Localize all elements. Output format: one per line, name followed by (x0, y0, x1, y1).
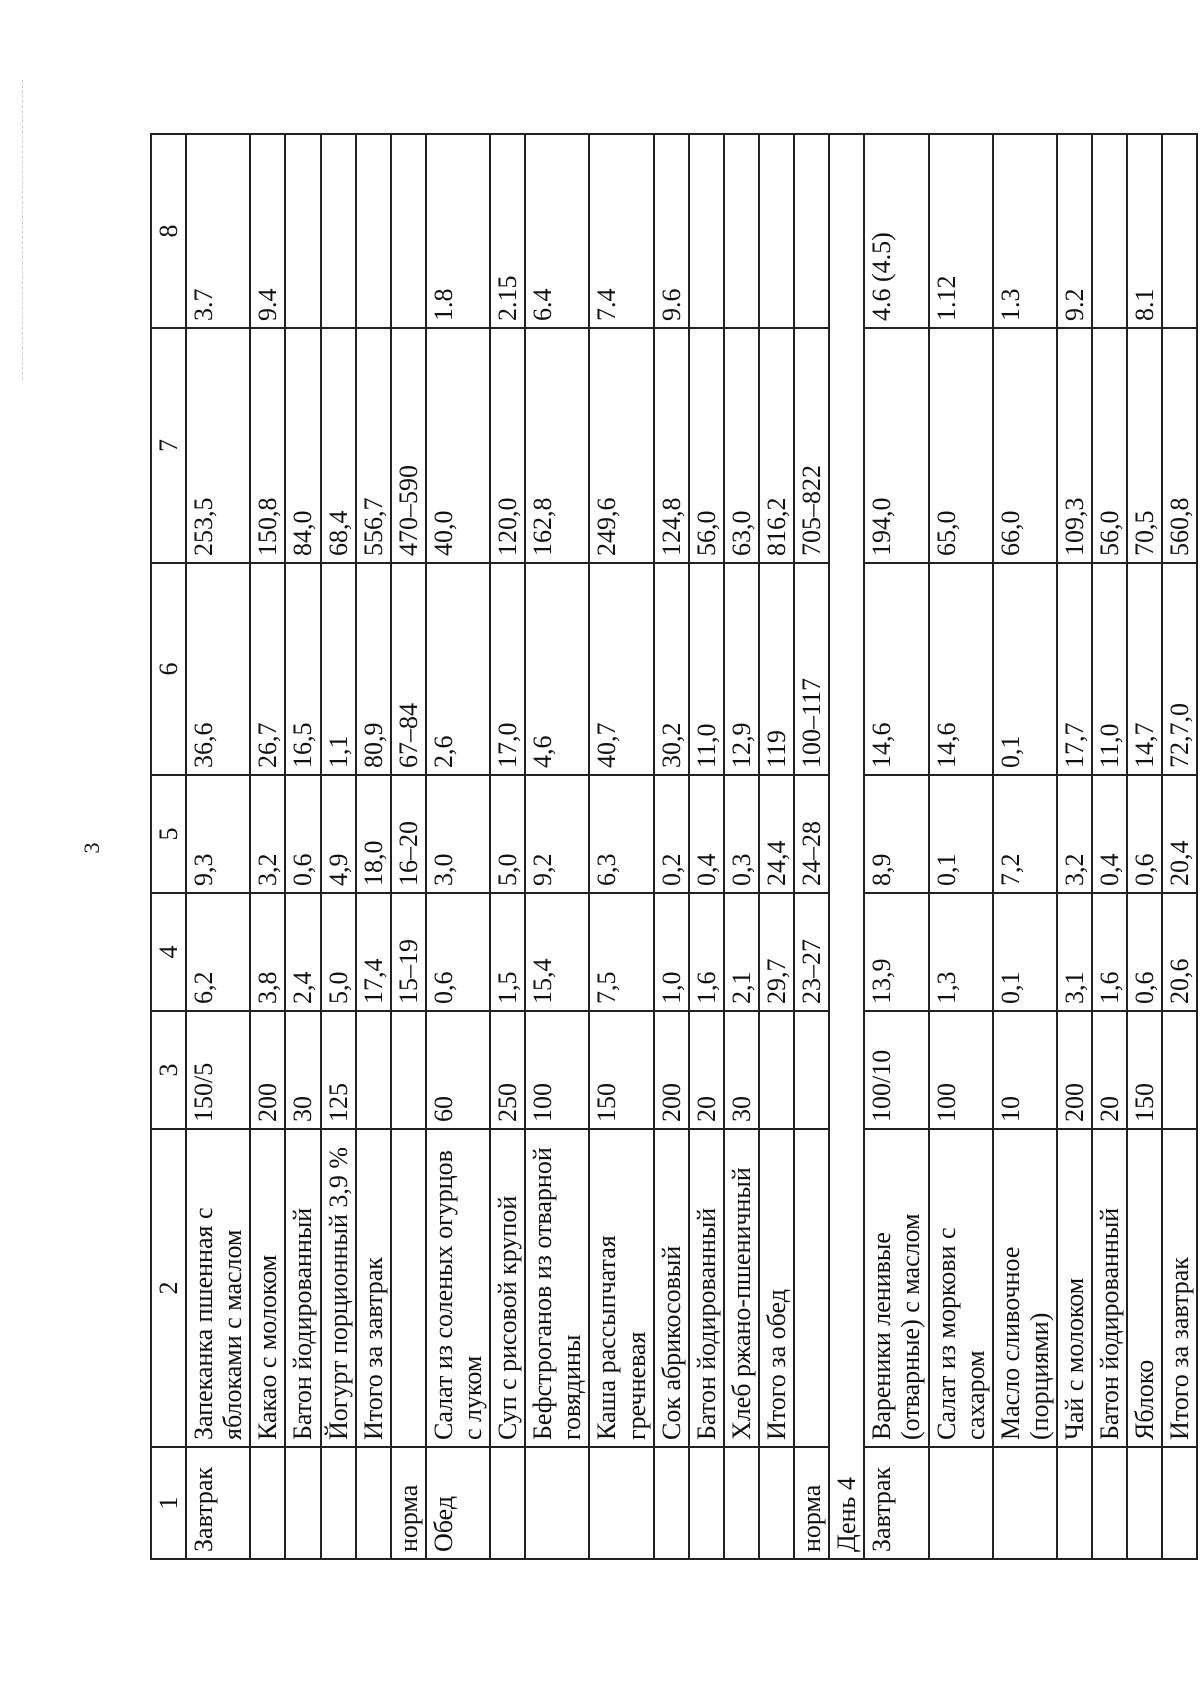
table-cell: 560,8 (1162, 328, 1197, 563)
table-row (285, 134, 320, 1559)
table-cell: 23–27 (794, 893, 829, 1011)
table-row (929, 134, 993, 1559)
table-cell: Сок абрикосовый (654, 1129, 689, 1447)
table-cell: 15,4 (525, 893, 589, 1011)
table-cell: 6,3 (589, 775, 653, 893)
table-cell (1162, 1011, 1197, 1129)
table-cell: 4.6 (4.5) (864, 134, 928, 328)
table-cell: 65,0 (929, 328, 993, 563)
table-cell: 0,6 (1127, 775, 1162, 893)
table-row (589, 134, 653, 1559)
table-row (759, 134, 794, 1559)
table-cell (391, 1129, 426, 1447)
table-cell: 2,6 (426, 563, 490, 775)
table-cell: 200 (654, 1011, 689, 1129)
table-cell: 40,0 (426, 328, 490, 563)
table-cell (794, 1011, 829, 1129)
table-cell: 67–84 (391, 563, 426, 775)
table-cell: 9.6 (654, 134, 689, 328)
table-cell: 11,0 (689, 563, 724, 775)
table-cell: Масло сливочное (порциями) (993, 1129, 1057, 1447)
table-cell: Обед (426, 1447, 490, 1559)
table-cell (391, 134, 426, 328)
table-cell: 9.4 (250, 134, 285, 328)
table-cell: 16,5 (285, 563, 320, 775)
table-cell (929, 1447, 993, 1559)
header-cell: 5 (151, 775, 186, 893)
table-cell: Итого за завтрак (1162, 1129, 1197, 1447)
table-cell (1092, 134, 1127, 328)
table-cell: 150 (1127, 1011, 1162, 1129)
table-cell: 26,7 (250, 563, 285, 775)
table-cell: 17,4 (356, 893, 391, 1011)
table-cell (490, 1447, 525, 1559)
header-cell: 4 (151, 893, 186, 1011)
table-cell: 6,2 (186, 893, 250, 1011)
table-cell: 3,2 (250, 775, 285, 893)
table-cell: 5,0 (321, 893, 356, 1011)
table-row (426, 134, 490, 1559)
table-cell: 109,3 (1057, 328, 1092, 563)
table-row (1162, 134, 1197, 1559)
table-cell (794, 134, 829, 328)
table-cell: 12,9 (724, 563, 759, 775)
table-cell: 11,0 (1092, 563, 1127, 775)
table-cell: Вареники ленивые (отварные) с маслом (864, 1129, 928, 1447)
table-cell: 150,8 (250, 328, 285, 563)
table-cell: 3,2 (1057, 775, 1092, 893)
table-cell: Завтрак (186, 1447, 250, 1559)
table-cell: 816,2 (759, 328, 794, 563)
table-cell (794, 1129, 829, 1447)
table-cell: 7.4 (589, 134, 653, 328)
menu-nutrition-table (150, 133, 1198, 1560)
table-cell (689, 134, 724, 328)
day-heading-cell: День 4 (829, 134, 864, 1559)
table-cell: 0,6 (426, 893, 490, 1011)
table-cell (589, 1447, 653, 1559)
table-cell: Какао с молоком (250, 1129, 285, 1447)
table-cell: 17,7 (1057, 563, 1092, 775)
table-cell: Суп с рисовой крупой (490, 1129, 525, 1447)
table-row (864, 134, 928, 1559)
table-cell: 9,2 (525, 775, 589, 893)
table-cell (759, 1447, 794, 1559)
table-cell: Салат из моркови с сахаром (929, 1129, 993, 1447)
table-cell: 1,6 (689, 893, 724, 1011)
table-cell: 8,9 (864, 775, 928, 893)
table-cell: 119 (759, 563, 794, 775)
table-cell: 1,5 (490, 893, 525, 1011)
table-body (151, 134, 1197, 1559)
table-cell (654, 1447, 689, 1559)
table-cell: 120,0 (490, 328, 525, 563)
table-cell: 200 (250, 1011, 285, 1129)
table-cell: 66,0 (993, 328, 1057, 563)
table-cell: 1,6 (1092, 893, 1127, 1011)
table-cell (993, 1447, 1057, 1559)
table-cell: Чай с молоком (1057, 1129, 1092, 1447)
table-cell: 14,7 (1127, 563, 1162, 775)
table-cell: 0,1 (929, 775, 993, 893)
table-cell: 100/10 (864, 1011, 928, 1129)
table-cell (724, 1447, 759, 1559)
table-cell: 70,5 (1127, 328, 1162, 563)
table-cell (759, 134, 794, 328)
table-cell (356, 1011, 391, 1129)
table-cell: 84,0 (285, 328, 320, 563)
table-row (391, 134, 426, 1559)
table-cell: 2,4 (285, 893, 320, 1011)
table-cell: 30 (724, 1011, 759, 1129)
table-cell: 60 (426, 1011, 490, 1129)
table-cell: 5,0 (490, 775, 525, 893)
table-cell: 1,1 (321, 563, 356, 775)
table-cell: Итого за завтрак (356, 1129, 391, 1447)
table-cell: 68,4 (321, 328, 356, 563)
table-cell: 16–20 (391, 775, 426, 893)
table-cell: 125 (321, 1011, 356, 1129)
table-cell (1162, 1447, 1197, 1559)
table-cell (391, 1011, 426, 1129)
table-cell: Хлеб ржано-пшеничный (724, 1129, 759, 1447)
table-cell: 7,2 (993, 775, 1057, 893)
table-cell: 0,6 (285, 775, 320, 893)
table-cell: 0,3 (724, 775, 759, 893)
header-cell: 3 (151, 1011, 186, 1129)
table-cell: 1.3 (993, 134, 1057, 328)
table-cell: 2,1 (724, 893, 759, 1011)
table-cell: 6.4 (525, 134, 589, 328)
table-cell: 4,9 (321, 775, 356, 893)
table-cell (1092, 1447, 1127, 1559)
page-number: 3 (79, 842, 104, 854)
table-cell: 29,7 (759, 893, 794, 1011)
table-row (829, 134, 864, 1559)
table-cell (1127, 1447, 1162, 1559)
rotated-table-container (150, 135, 1195, 1560)
table-cell: 470–590 (391, 328, 426, 563)
table-cell: 13,9 (864, 893, 928, 1011)
table-cell: 0,4 (689, 775, 724, 893)
table-cell: 56,0 (689, 328, 724, 563)
table-cell: 80,9 (356, 563, 391, 775)
table-cell: 36,6 (186, 563, 250, 775)
table-cell: Бефстроганов из отварной говядины (525, 1129, 589, 1447)
table-row (186, 134, 250, 1559)
table-cell: 7,5 (589, 893, 653, 1011)
table-cell (1162, 134, 1197, 328)
table-row (654, 134, 689, 1559)
table-row (1127, 134, 1162, 1559)
table-cell: 63,0 (724, 328, 759, 563)
table-cell: 3,0 (426, 775, 490, 893)
table-cell: 124,8 (654, 328, 689, 563)
table-cell: Запеканка пшенная с яблоками с маслом (186, 1129, 250, 1447)
table-cell: 9.2 (1057, 134, 1092, 328)
header-cell: 1 (151, 1447, 186, 1559)
table-cell: 14,6 (929, 563, 993, 775)
table-cell: 253,5 (186, 328, 250, 563)
table-cell: 249,6 (589, 328, 653, 563)
table-cell: 3,1 (1057, 893, 1092, 1011)
table-cell (1057, 1447, 1092, 1559)
table-cell: 150 (589, 1011, 653, 1129)
table-cell: 100–117 (794, 563, 829, 775)
table-cell (250, 1447, 285, 1559)
table-cell: 72,7,0 (1162, 563, 1197, 775)
table-cell: норма (794, 1447, 829, 1559)
table-cell: 9,3 (186, 775, 250, 893)
table-cell: Батон йодированный (1092, 1129, 1127, 1447)
table-row (724, 134, 759, 1559)
table-cell: 20,4 (1162, 775, 1197, 893)
table-cell: 18,0 (356, 775, 391, 893)
table-cell: Яблоко (1127, 1129, 1162, 1447)
table-cell: 0,1 (993, 563, 1057, 775)
table-cell: Салат из соленых огурцов с луком (426, 1129, 490, 1447)
table-cell: 30 (285, 1011, 320, 1129)
header-cell: 7 (151, 328, 186, 563)
table-cell (285, 1447, 320, 1559)
table-cell: 0,1 (993, 893, 1057, 1011)
table-cell: Йогурт порционный 3,9 % (321, 1129, 356, 1447)
table-cell (321, 134, 356, 328)
table-row (250, 134, 285, 1559)
table-cell (356, 134, 391, 328)
table-cell (321, 1447, 356, 1559)
table-cell: 200 (1057, 1011, 1092, 1129)
table-row (490, 134, 525, 1559)
header-cell: 8 (151, 134, 186, 328)
table-row (321, 134, 356, 1559)
table-cell: 4,6 (525, 563, 589, 775)
table-row (356, 134, 391, 1559)
table-cell (525, 1447, 589, 1559)
table-cell: 0,2 (654, 775, 689, 893)
table-cell: 1.12 (929, 134, 993, 328)
table-row (689, 134, 724, 1559)
table-row (525, 134, 589, 1559)
table-cell (759, 1011, 794, 1129)
table-cell: 1,3 (929, 893, 993, 1011)
table-cell: Батон йодированный (689, 1129, 724, 1447)
table-cell: 1.8 (426, 134, 490, 328)
table-cell: 17,0 (490, 563, 525, 775)
table-cell: 0,6 (1127, 893, 1162, 1011)
table-cell: 14,6 (864, 563, 928, 775)
table-cell: 30,2 (654, 563, 689, 775)
table-cell (356, 1447, 391, 1559)
table-cell: 100 (929, 1011, 993, 1129)
table-cell: 556,7 (356, 328, 391, 563)
table-cell: 250 (490, 1011, 525, 1129)
header-cell: 2 (151, 1129, 186, 1447)
table-cell (724, 134, 759, 328)
table-cell: Итого за обед (759, 1129, 794, 1447)
table-cell: 3,8 (250, 893, 285, 1011)
table-row (1057, 134, 1092, 1559)
table-row (794, 134, 829, 1559)
table-cell: 1,0 (654, 893, 689, 1011)
table-cell: Завтрак (864, 1447, 928, 1559)
table-cell: 2.15 (490, 134, 525, 328)
table-cell: 162,8 (525, 328, 589, 563)
table-cell: 3.7 (186, 134, 250, 328)
table-cell: 705–822 (794, 328, 829, 563)
table-cell: 100 (525, 1011, 589, 1129)
table-header-row (151, 134, 186, 1559)
table-cell: 8.1 (1127, 134, 1162, 328)
table-cell: 0,4 (1092, 775, 1127, 893)
header-cell: 6 (151, 563, 186, 775)
table-cell: 15–19 (391, 893, 426, 1011)
table-cell: Батон йодированный (285, 1129, 320, 1447)
table-row (1092, 134, 1127, 1559)
table-cell: 20,6 (1162, 893, 1197, 1011)
table-cell: 56,0 (1092, 328, 1127, 563)
table-cell (285, 134, 320, 328)
table-cell: 40,7 (589, 563, 653, 775)
table-cell: 20 (689, 1011, 724, 1129)
scan-margin-line (22, 80, 23, 380)
table-cell: 150/5 (186, 1011, 250, 1129)
table-row (993, 134, 1057, 1559)
table-cell: 10 (993, 1011, 1057, 1129)
table-cell (689, 1447, 724, 1559)
table-cell: 24–28 (794, 775, 829, 893)
table-cell: 194,0 (864, 328, 928, 563)
table-cell: 20 (1092, 1011, 1127, 1129)
table-cell: Каша рассыпчатая гречневая (589, 1129, 653, 1447)
table-cell: норма (391, 1447, 426, 1559)
table-cell: 24,4 (759, 775, 794, 893)
